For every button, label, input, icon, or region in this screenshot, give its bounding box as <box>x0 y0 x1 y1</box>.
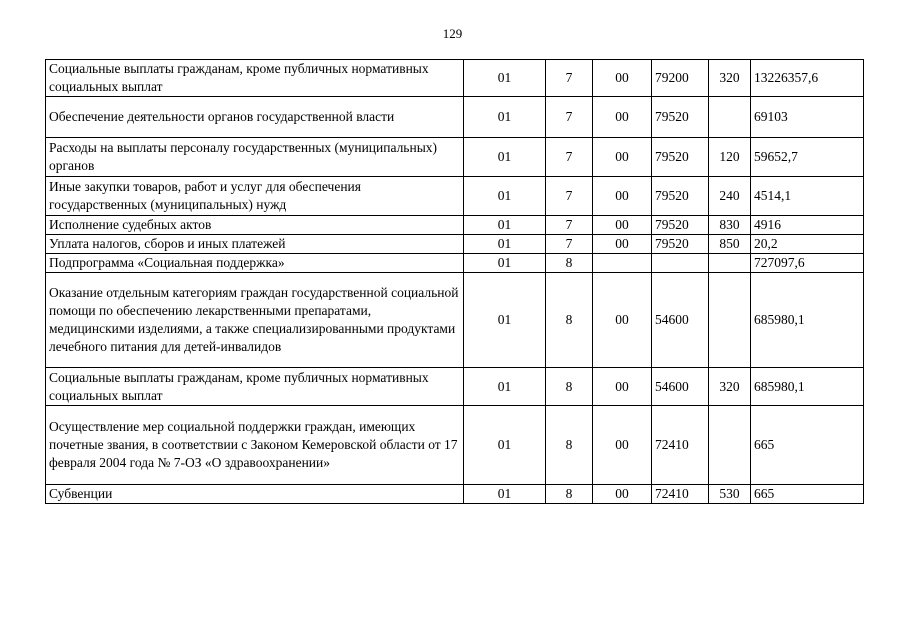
row-col3: 00 <box>593 368 652 406</box>
table-row <box>46 97 864 138</box>
row-col4 <box>652 254 709 273</box>
row-amount: 665 <box>751 406 864 485</box>
row-col2: 7 <box>546 97 593 138</box>
row-col1: 01 <box>464 216 546 235</box>
row-col2: 8 <box>546 254 593 273</box>
row-col1: 01 <box>464 406 546 485</box>
page-number: 129 <box>442 26 463 41</box>
row-col4: 54600 <box>652 368 709 406</box>
row-col3: 00 <box>593 406 652 485</box>
row-col2: 7 <box>546 216 593 235</box>
row-amount: 4514,1 <box>751 177 864 216</box>
row-col4: 54600 <box>652 273 709 368</box>
row-col4: 79200 <box>652 60 709 97</box>
budget-table <box>45 59 864 504</box>
table-row <box>46 273 864 368</box>
row-amount: 20,2 <box>751 235 864 254</box>
row-col1: 01 <box>464 138 546 177</box>
row-col4: 79520 <box>652 177 709 216</box>
row-col5: 320 <box>709 368 751 406</box>
table-row <box>46 368 864 406</box>
row-col1: 01 <box>464 60 546 97</box>
row-col3 <box>593 254 652 273</box>
table-row <box>46 138 864 177</box>
row-col1: 01 <box>464 368 546 406</box>
row-name: Оказание отдельным категориям граждан государственной социальной помощи по обеспечению лекарственными препаратами, медицинскими изделиями, а также специализированными продуктами лечебного питания для детей-инвалидов <box>46 273 464 368</box>
table-row <box>46 60 864 97</box>
row-col2: 8 <box>546 485 593 504</box>
row-col1: 01 <box>464 235 546 254</box>
row-col5: 120 <box>709 138 751 177</box>
row-name: Социальные выплаты гражданам, кроме публичных нормативных социальных выплат <box>46 60 464 97</box>
row-amount: 59652,7 <box>751 138 864 177</box>
row-col3: 00 <box>593 273 652 368</box>
row-col3: 00 <box>593 216 652 235</box>
row-col3: 00 <box>593 235 652 254</box>
row-col2: 8 <box>546 273 593 368</box>
row-col1: 01 <box>464 273 546 368</box>
table-row <box>46 406 864 485</box>
row-col4: 79520 <box>652 138 709 177</box>
table-row <box>46 235 864 254</box>
row-col2: 7 <box>546 177 593 216</box>
row-name: Осуществление мер социальной поддержки граждан, имеющих почетные звания, в соответствии с Законом Кемеровской области от 17 февраля 2004 года № 7-ОЗ «О здравоохранении» <box>46 406 464 485</box>
row-amount: 69103 <box>751 97 864 138</box>
row-col1: 01 <box>464 485 546 504</box>
row-col1: 01 <box>464 254 546 273</box>
row-name: Уплата налогов, сборов и иных платежей <box>46 235 464 254</box>
row-col3: 00 <box>593 138 652 177</box>
table-row <box>46 216 864 235</box>
row-col4: 79520 <box>652 216 709 235</box>
row-col2: 7 <box>546 138 593 177</box>
row-col2: 7 <box>546 235 593 254</box>
row-col5 <box>709 254 751 273</box>
row-amount: 665 <box>751 485 864 504</box>
row-col3: 00 <box>593 485 652 504</box>
row-name: Исполнение судебных актов <box>46 216 464 235</box>
row-col5: 240 <box>709 177 751 216</box>
row-col3: 00 <box>593 97 652 138</box>
row-col4: 72410 <box>652 406 709 485</box>
row-name: Иные закупки товаров, работ и услуг для обеспечения государственных (муниципальных) нужд <box>46 177 464 216</box>
row-col2: 8 <box>546 406 593 485</box>
row-col3: 00 <box>593 177 652 216</box>
row-name: Расходы на выплаты персоналу государственных (муниципальных) органов <box>46 138 464 177</box>
row-col4: 79520 <box>652 97 709 138</box>
row-col5 <box>709 273 751 368</box>
row-name: Подпрограмма «Социальная поддержка» <box>46 254 464 273</box>
row-name: Обеспечение деятельности органов государственной власти <box>46 97 464 138</box>
row-col5: 320 <box>709 60 751 97</box>
row-name: Субвенции <box>46 485 464 504</box>
row-col2: 8 <box>546 368 593 406</box>
row-amount: 13226357,6 <box>751 60 864 97</box>
row-amount: 727097,6 <box>751 254 864 273</box>
row-col5 <box>709 97 751 138</box>
table-row <box>46 485 864 504</box>
table-row <box>46 177 864 216</box>
row-col5: 830 <box>709 216 751 235</box>
row-amount: 685980,1 <box>751 368 864 406</box>
row-col2: 7 <box>546 60 593 97</box>
row-name: Социальные выплаты гражданам, кроме публичных нормативных социальных выплат <box>46 368 464 406</box>
row-col3: 00 <box>593 60 652 97</box>
row-col5: 850 <box>709 235 751 254</box>
row-amount: 4916 <box>751 216 864 235</box>
row-col4: 79520 <box>652 235 709 254</box>
row-col4: 72410 <box>652 485 709 504</box>
row-col5: 530 <box>709 485 751 504</box>
row-col1: 01 <box>464 177 546 216</box>
row-col1: 01 <box>464 97 546 138</box>
row-amount: 685980,1 <box>751 273 864 368</box>
row-col5 <box>709 406 751 485</box>
table-row <box>46 254 864 273</box>
